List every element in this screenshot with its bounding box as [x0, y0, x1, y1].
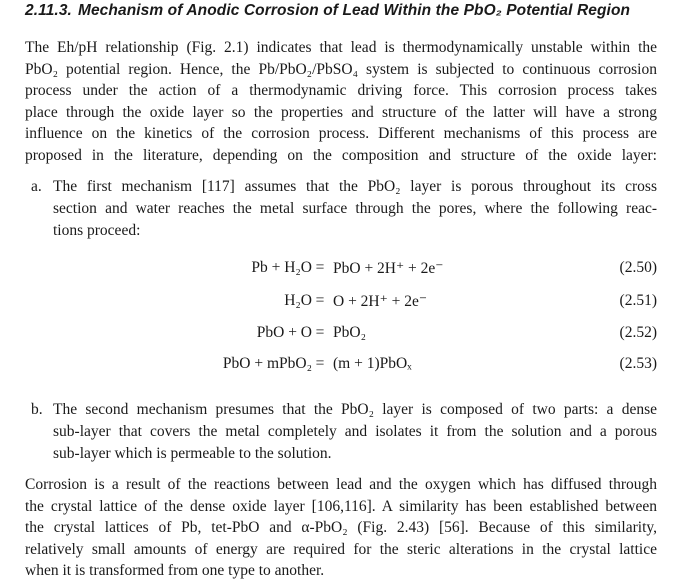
- equation-number: (2.50): [619, 259, 657, 276]
- section-title: Mechanism of Anodic Corrosion of Lead Within the PbO₂ Potential Region: [77, 2, 631, 19]
- text-line: place through the oxide layer so the properties and structure of the latter will have a strong: [25, 103, 657, 121]
- equation-number: (2.52): [619, 324, 657, 341]
- section-heading: [25, 2, 630, 20]
- equation-rhs: PbO₂: [333, 324, 366, 341]
- text-line: when it is transformed from one type to another.: [25, 562, 325, 580]
- text-line: influence on the kinetics of the corrosion process. Different mechanisms of this process are: [25, 125, 657, 143]
- equation-equals: =: [315, 324, 325, 341]
- text-line: sub-layer which is permeable to the solution.: [53, 445, 332, 462]
- text-line: the crystal lattice of the dense oxide layer [106,116]. A similarity has been established between: [25, 497, 657, 515]
- text-line: process under the action of a thermodynamic driving force. This corrosion process takes: [25, 82, 657, 100]
- equation-equals: =: [315, 292, 325, 309]
- list-marker: a.: [31, 178, 42, 195]
- text-line: section and water reaches the metal surface through the pores, where the following reac-: [53, 200, 657, 217]
- text-line: sub-layer that covers the metal completely and isolates it from the solution and a porous: [53, 423, 657, 440]
- equation-rhs: O + 2H⁺ + 2e⁻: [333, 293, 428, 310]
- text-line: Corrosion is a result of the reactions between lead and the oxygen which has diffused through: [25, 476, 657, 493]
- equation-rhs: PbO + 2H⁺ + 2e⁻: [333, 260, 444, 277]
- text-line: relatively small amounts of energy are required for the steric alterations in the crystal lattice: [25, 540, 657, 558]
- equation-lhs: Pb + H₂O: [251, 259, 312, 276]
- text-line: PbO₂ potential region. Hence, the Pb/PbO₂/PbSO₄ system is subjected to continuous corrosion: [25, 60, 657, 78]
- text-line: The first mechanism [117] assumes that the PbO₂ layer is porous throughout its cross: [53, 178, 657, 195]
- text-line: The second mechanism presumes that the PbO₂ layer is composed of two parts: a dense: [53, 401, 657, 418]
- text-line: the crystal lattices of Pb, tet-PbO and α-PbO₂ (Fig. 2.43) [56]. Because of this similarity,: [25, 519, 657, 537]
- text-line: tions proceed:: [53, 222, 141, 239]
- list-marker: b.: [31, 401, 43, 418]
- closing-paragraph: [25, 474, 657, 582]
- equation-lhs: PbO + mPbO₂: [222, 355, 312, 372]
- list-item-body: [53, 176, 657, 242]
- section-number: 2.11.3.: [25, 2, 72, 19]
- equation-number: (2.53): [619, 355, 657, 372]
- equation-lhs: H₂O: [284, 292, 312, 309]
- list-item-body: [53, 399, 657, 465]
- equation-lhs: PbO + O: [256, 324, 312, 341]
- equation-equals: =: [315, 355, 325, 372]
- equation-row: [0, 324, 676, 348]
- intro-paragraph: [25, 37, 657, 167]
- equation-row: [0, 292, 676, 316]
- equation-rhs: (m + 1)PbOₓ: [333, 355, 412, 372]
- equation-row: [0, 355, 676, 379]
- equation-equals: =: [315, 259, 325, 276]
- text-line: proposed in the literature, depending on the composition and structure of the oxide layer:: [25, 146, 657, 164]
- text-line: The Eh/pH relationship (Fig. 2.1) indicates that lead is thermodynamically unstable within the: [25, 39, 657, 56]
- equation-number: (2.51): [619, 292, 657, 309]
- equation-row: [0, 259, 676, 283]
